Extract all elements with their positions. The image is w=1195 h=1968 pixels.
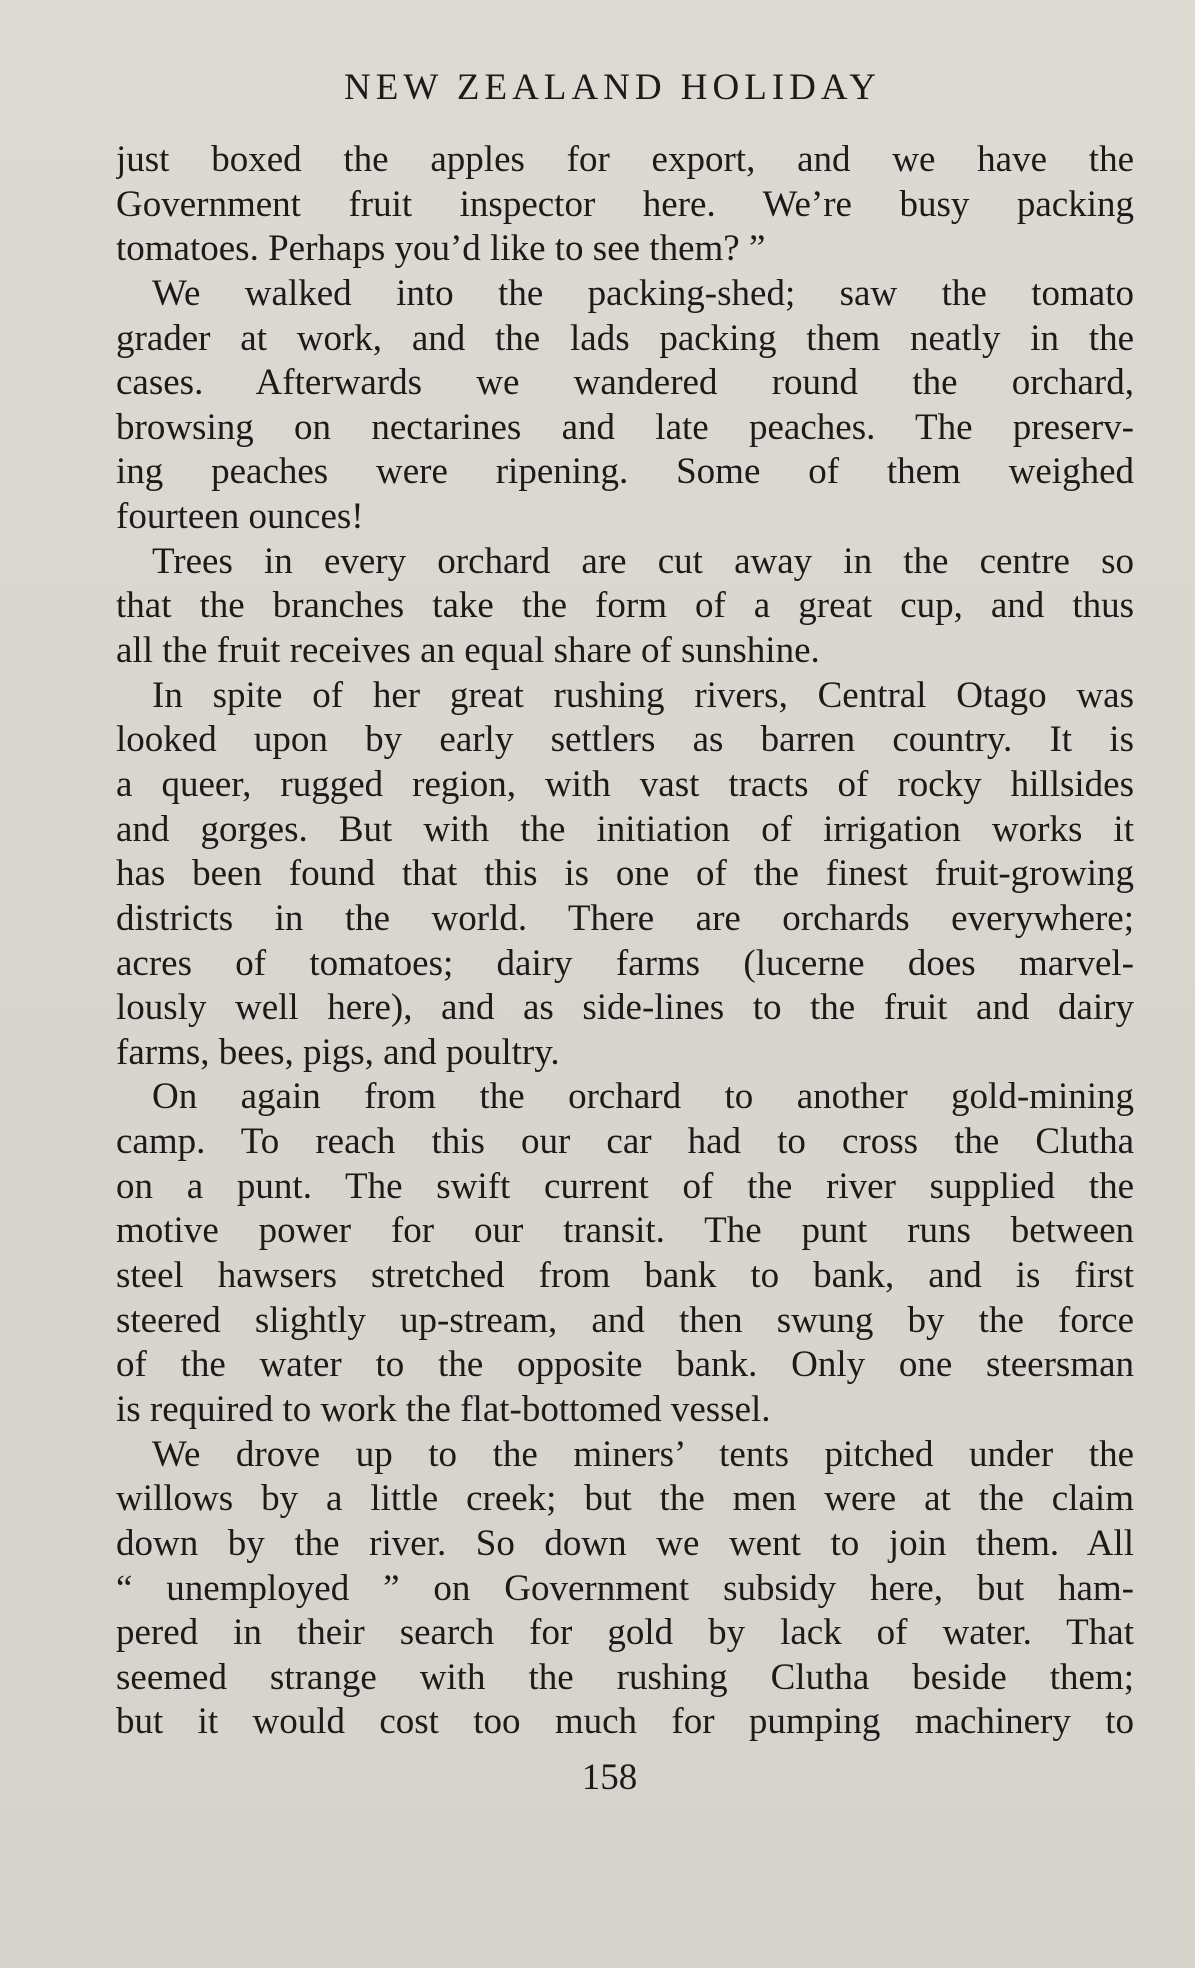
text-line: looked upon by early settlers as barren country. It is [116,719,1134,761]
text-line: districts in the world. There are orchards everywhere; [116,897,1134,939]
text-line: of the water to the opposite bank. Only one steersman [116,1344,1134,1386]
text-line: just boxed the apples for export, and we have the [116,139,1134,180]
text-line: camp. To reach this our car had to cross the Clutha [116,1121,1134,1163]
running-head: NEW ZEALAND HOLIDAY [344,67,881,108]
text-line: grader at work, and the lads packing them neatly in the [116,317,1134,359]
text-line: steel hawsers stretched from bank to bank, and is first [116,1255,1134,1297]
text-line: acres of tomatoes; dairy farms (lucerne does marvel- [116,942,1134,984]
text-line: ing peaches were ripening. Some of them weighed [116,451,1134,493]
text-line: has been found that this is one of the finest fruit-growing [116,853,1134,895]
text-line: We drove up to the miners’ tents pitched under the [152,1433,1134,1475]
text-line: farms, bees, pigs, and poultry. [116,1031,560,1073]
text-line: pered in their search for gold by lack of water. That [116,1612,1134,1654]
text-line: willows by a little creek; but the men were at the claim [116,1478,1134,1520]
text-line: that the branches take the form of a great cup, and thus [116,585,1134,627]
text-line: lously well here), and as side-lines to the fruit and dairy [116,987,1134,1029]
text-line: “ unemployed ” on Government subsidy here, but ham- [116,1567,1134,1609]
text-line: a queer, rugged region, with vast tracts of rocky hillsides [116,763,1134,805]
text-line: Trees in every orchard are cut away in the centre so [152,540,1134,582]
text-line: steered slightly up-stream, and then swung by the force [116,1299,1134,1341]
text-line: but it would cost too much for pumping machinery to [116,1701,1134,1743]
text-line: seemed strange with the rushing Clutha beside them; [116,1656,1134,1698]
body-text [116,138,1134,1745]
text-line: fourteen ounces! [116,496,364,538]
text-line: is required to work the flat-bottomed vessel. [116,1388,771,1430]
text-line: browsing on nectarines and late peaches. The preserv- [116,406,1134,448]
text-line: on a punt. The swift current of the river supplied the [116,1165,1134,1207]
text-line: On again from the orchard to another gold-mining [152,1076,1134,1118]
text-line: cases. Afterwards we wandered round the orchard, [116,362,1134,404]
page-number: 158 [581,1757,638,1798]
text-line: Government fruit inspector here. We’re busy packing [116,183,1134,225]
text-line: all the fruit receives an equal share of sunshine. [116,630,820,672]
text-line: motive power for our transit. The punt runs between [116,1210,1134,1252]
text-line: tomatoes. Perhaps you’d like to see them? ” [116,228,766,270]
text-line: In spite of her great rushing rivers, Central Otago was [152,674,1134,716]
text-line: and gorges. But with the initiation of irrigation works it [116,808,1134,850]
text-line: down by the river. So down we went to join them. All [116,1522,1134,1564]
text-line: We walked into the packing-shed; saw the tomato [152,272,1134,314]
